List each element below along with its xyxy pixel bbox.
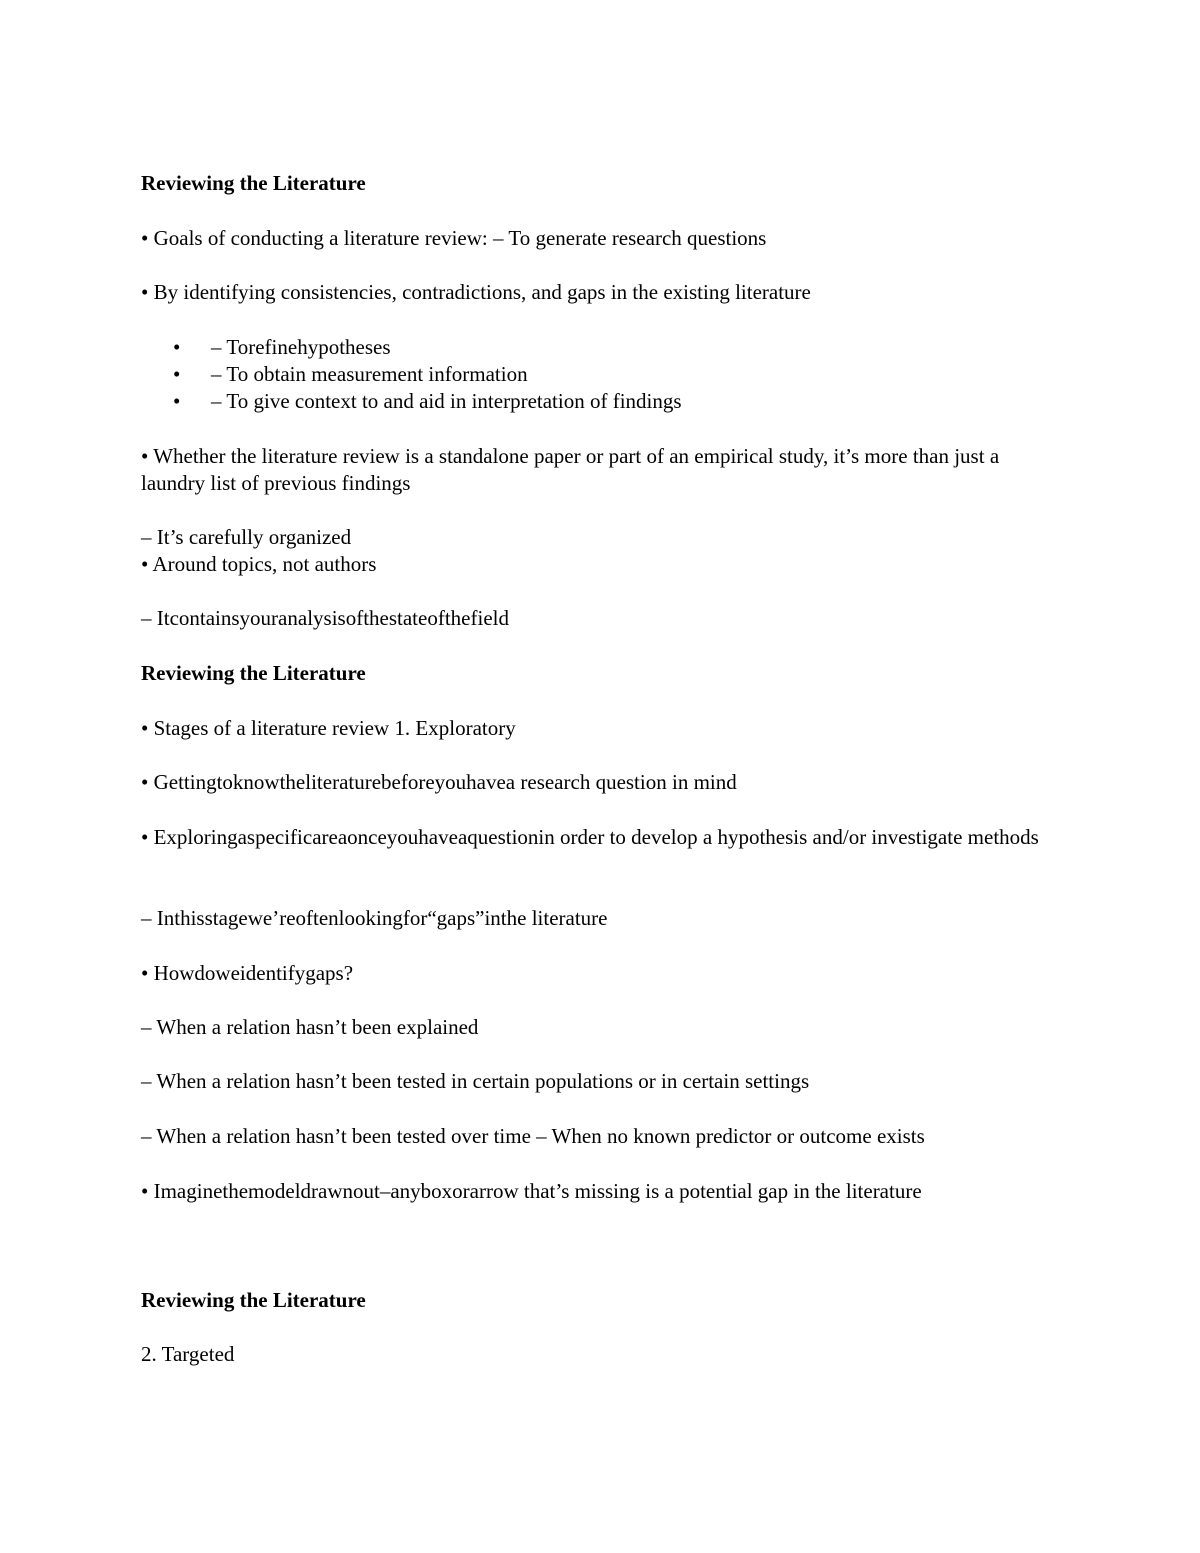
list-item-text: – To obtain measurement information — [211, 362, 528, 386]
paragraph: • Imaginethemodeldrawnout–anyboxorarrow that’s missing is a potential gap in the literature — [141, 1179, 922, 1203]
paragraph: – Itcontainsyouranalysisofthestateofthefield — [141, 606, 509, 630]
section-heading-2: Reviewing the Literature — [141, 661, 366, 685]
paragraph: – When a relation hasn’t been tested in certain populations or in certain settings — [141, 1069, 810, 1093]
section-heading-1: Reviewing the Literature — [141, 171, 366, 195]
paragraph: • Howdoweidentifygaps? — [141, 961, 354, 985]
bullet-icon: • — [173, 389, 181, 413]
paragraph: • Stages of a literature review 1. Exploratory — [141, 716, 516, 740]
paragraph: – When a relation hasn’t been tested over time – When no known predictor or outcome exists — [141, 1124, 925, 1148]
paragraph: • Gettingtoknowtheliteraturebeforeyouhavea research question in mind — [141, 770, 737, 794]
bullet-icon: • — [173, 362, 181, 386]
paragraph: • Goals of conducting a literature review: – To generate research questions — [141, 226, 767, 250]
section-heading-3: Reviewing the Literature — [141, 1288, 366, 1312]
paragraph: • Exploringaspecificareaonceyouhaveaquestionin order to develop a hypothesis and/or investigate methods — [141, 825, 1039, 849]
paragraph: • By identifying consistencies, contradictions, and gaps in the existing literature — [141, 280, 811, 304]
paragraph: – Inthisstagewe’reoftenlookingfor“gaps”inthe literature — [141, 906, 608, 930]
paragraph: • Whether the literature review is a standalone paper or part of an empirical study, it’s more than just a laundry list of previous findings — [141, 444, 1000, 495]
list-item-text: – To give context to and aid in interpretation of findings — [211, 389, 682, 413]
paragraph: – It’s carefully organized — [141, 525, 352, 549]
paragraph: – When a relation hasn’t been explained — [141, 1015, 479, 1039]
paragraph: 2. Targeted — [141, 1342, 235, 1366]
paragraph: • Around topics, not authors — [141, 552, 377, 576]
list-item-text: – Torefinehypotheses — [211, 335, 391, 359]
bullet-icon: • — [173, 335, 181, 359]
